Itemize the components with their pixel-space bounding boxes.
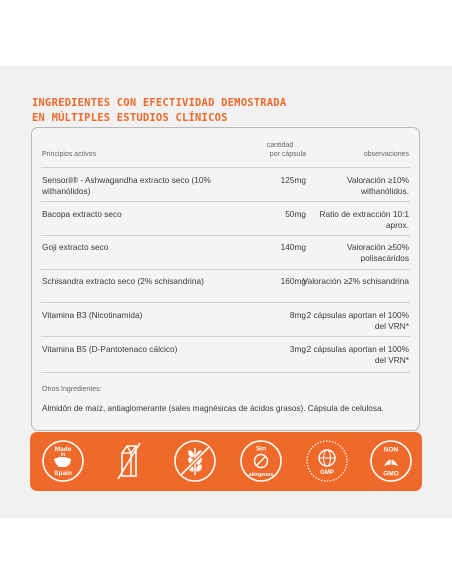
spain-text: Spain	[54, 470, 72, 477]
row-name: Bacopa extracto seco	[42, 209, 122, 219]
header-observaciones: observaciones	[363, 151, 409, 158]
in-text: in	[60, 452, 66, 458]
header-cantidad-line1: cantidad	[266, 142, 294, 149]
row-name: Vitamina B3 (Nicotinamida)	[42, 310, 143, 320]
row-rule	[41, 235, 410, 236]
row-obs: Ratio de extracción 10:1 aprox.	[319, 209, 409, 230]
page-heading	[32, 96, 286, 126]
header-cantidad-line2: por cápsula	[269, 150, 306, 158]
row-obs: 2 cápsulas aportan el 100% del VRN*	[306, 310, 409, 331]
row-qty: 160mg	[280, 276, 306, 286]
sin-text: Sin	[255, 445, 267, 453]
vegan-badge	[105, 437, 153, 485]
wheat-crossed-icon	[171, 437, 219, 485]
gmp-badge	[303, 437, 351, 485]
row-rule	[41, 302, 410, 303]
gmp-globe-icon	[303, 437, 351, 485]
row-obs: Valoración ≥2% schisandrina	[302, 276, 409, 286]
row-name: Vitamina B5 (D-Pantotenaco cálcico)	[42, 344, 178, 354]
no-allergens-icon	[237, 437, 285, 485]
row-qty: 125mg	[280, 175, 306, 185]
made-text: Made	[54, 446, 72, 453]
row-name: Sensoril® - Ashwagandha extracto seco (10% withanólidos)	[42, 175, 211, 196]
header-principios-activos: Principios activos	[42, 151, 97, 158]
sin-alergenos-badge	[237, 437, 285, 485]
row-obs: Valoración ≥10% withanólidos.	[346, 175, 409, 196]
row-obs: 2 cápsulas aportan el 100% del VRN*	[306, 344, 409, 365]
alergenos-text: alérgenos	[248, 472, 274, 478]
heading-line-2: EN MÚLTIPLES ESTUDIOS CLÍNICOS	[32, 112, 228, 124]
milk-carton-icon	[105, 437, 153, 485]
made-in-spain-badge	[39, 437, 87, 485]
row-rule	[41, 372, 410, 373]
row-qty: 3mg	[289, 344, 306, 354]
spain-map-icon	[39, 437, 87, 485]
row-obs: Valoración ≥50% polisacáridos	[346, 242, 409, 263]
non-text: NON	[383, 446, 399, 454]
row-name: Schisandra extracto seco (2% schisandrina)	[42, 276, 204, 286]
other-ingredients-label: Otros Ingredientes:	[42, 386, 102, 393]
other-ingredients-text: Almidón de maíz, antiaglomerante (sales magnésicas de ácidos grasos). Cápsula de celulosa.	[42, 404, 384, 413]
row-rule	[41, 336, 410, 337]
row-rule	[41, 201, 410, 202]
row-qty: 140mg	[280, 242, 306, 252]
gmp-text: GMP	[320, 470, 334, 476]
header-rule	[41, 167, 410, 168]
row-rule	[41, 269, 410, 270]
row-qty: 8mg	[289, 310, 306, 320]
heading-line-1: INGREDIENTES CON EFECTIVIDAD DEMOSTRADA	[32, 97, 287, 109]
header-cantidad	[254, 142, 306, 159]
non-gmo-leaf-icon	[367, 437, 415, 485]
gmo-text: GMO	[383, 470, 399, 478]
non-gmo-badge	[367, 437, 415, 485]
certification-badges	[30, 432, 422, 491]
ingredients-table	[31, 127, 420, 431]
row-qty: 50mg	[285, 209, 306, 219]
row-name: Goji extracto seco	[42, 242, 109, 252]
gluten-free-badge	[171, 437, 219, 485]
